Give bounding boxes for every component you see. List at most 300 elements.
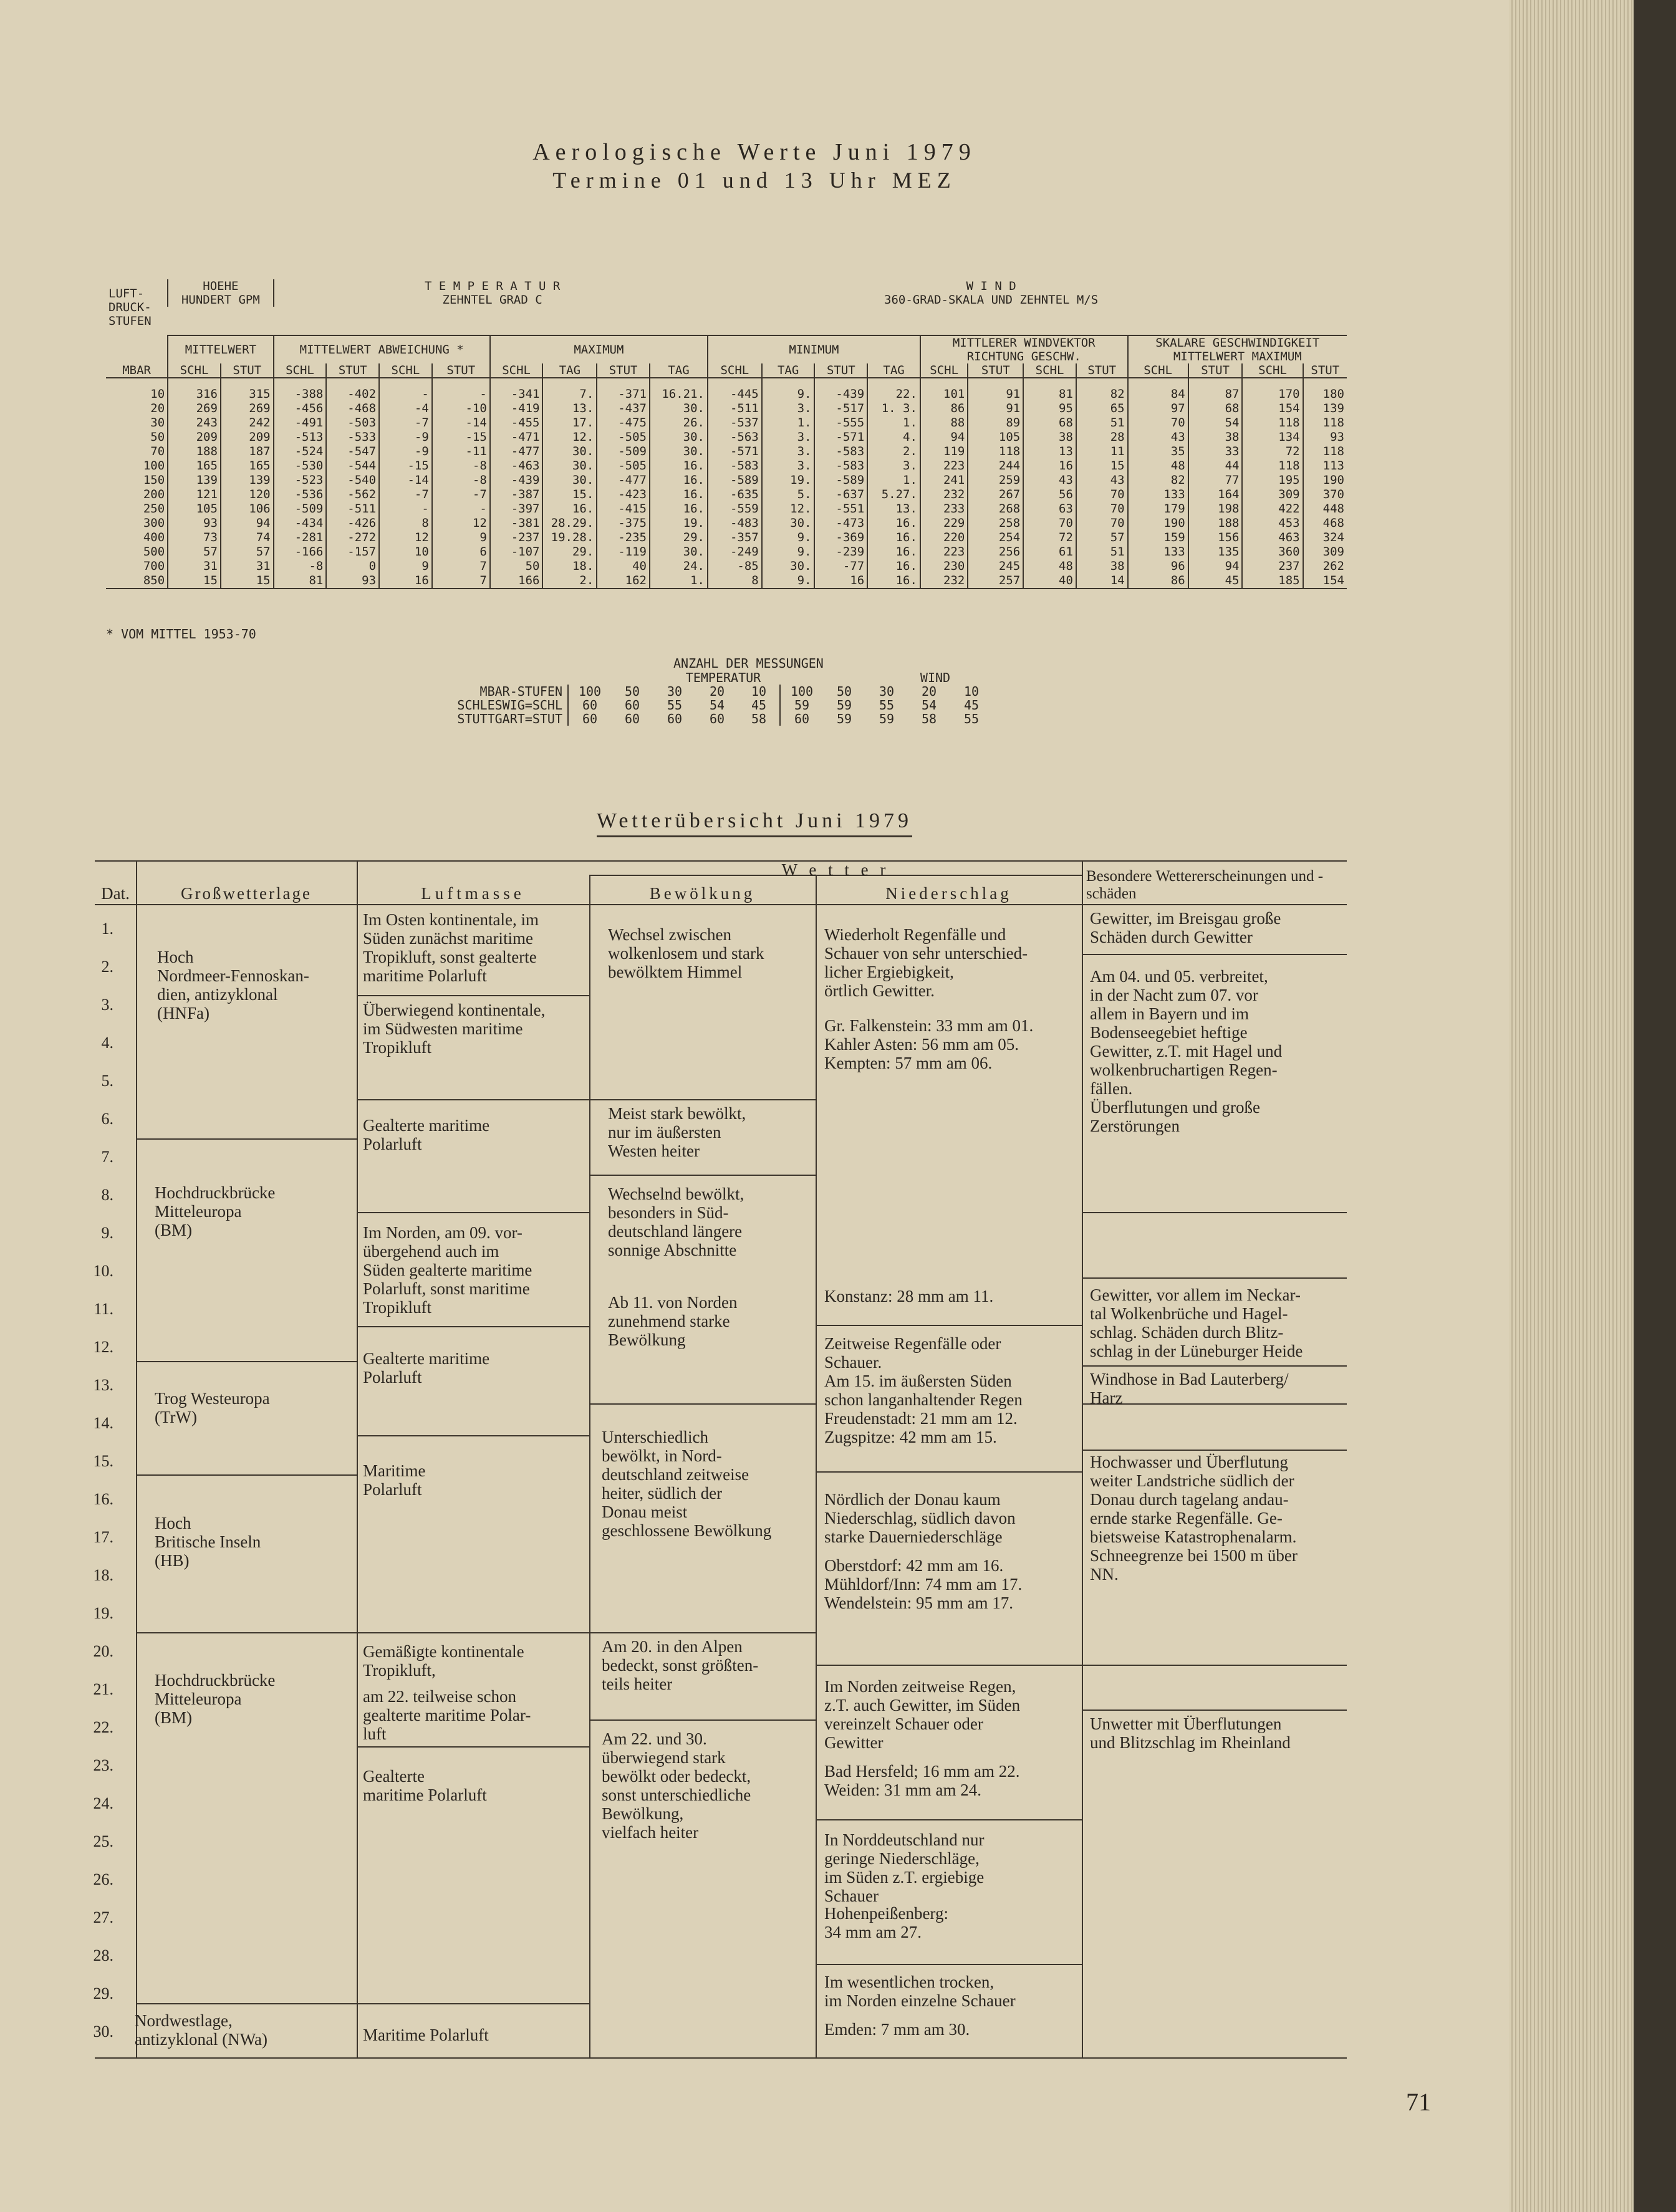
table-cell: 209 [221, 430, 274, 445]
table-cell: -537 [708, 416, 762, 430]
anzahl-cell: 59 [879, 711, 895, 726]
anzahl-cell: 54 [921, 698, 937, 713]
day-label: 8. [101, 1186, 113, 1204]
table-cell: 50 [490, 559, 543, 574]
table-cell: -483 [708, 516, 762, 531]
table-cell: 87 [1188, 378, 1243, 402]
table-cell: 33 [1188, 445, 1243, 459]
table-cell: 119 [920, 445, 968, 459]
subheader-tag: TAG [542, 363, 597, 378]
table-cell: -357 [708, 531, 762, 545]
bes-4: Windhose in Bad Lauterberg/ Harz [1090, 1370, 1289, 1407]
table-cell: 19. [762, 473, 815, 488]
table-cell: 154 [1242, 402, 1303, 416]
table-cell: -419 [490, 402, 543, 416]
table-cell: 133 [1128, 545, 1188, 559]
table-cell: 16.21. [650, 378, 708, 402]
table-cell: 256 [968, 545, 1023, 559]
gross-3: Trog Westeuropa (TrW) [155, 1389, 270, 1426]
day-label: 22. [93, 1718, 113, 1736]
anzahl-cell: 60 [582, 698, 598, 713]
col-grosswetterlage: Großwetterlage [181, 884, 312, 903]
table-cell: 96 [1128, 559, 1188, 574]
table-cell: 200 [143, 488, 165, 501]
anzahl-wind-label: WIND [920, 670, 951, 685]
subheader-schl: SCHL [708, 363, 762, 378]
col-bewoelkung: Bewölkung [649, 884, 756, 903]
table-cell: 850 [106, 574, 168, 589]
table-cell: 88 [920, 416, 968, 430]
table-cell: 9. [762, 574, 815, 589]
table-cell: -547 [326, 445, 379, 459]
table-cell: 16. [542, 502, 597, 516]
table-cell: -7 [432, 488, 490, 502]
table-cell: 94 [920, 430, 968, 445]
table-cell: 120 [221, 488, 274, 502]
page-edges [1509, 0, 1634, 2212]
anzahl-schl-label: SCHLESWIG=SCHL [424, 698, 569, 712]
table-cell: 258 [968, 516, 1023, 531]
table-cell: 91 [968, 402, 1023, 416]
table-cell: 57 [168, 545, 221, 559]
table-cell: 38 [1188, 430, 1243, 445]
anzahl-cell: 100 [578, 684, 602, 699]
nied-10: Hohenpeißenberg: 34 mm am 27. [824, 1904, 948, 1941]
table-cell: 4. [867, 430, 920, 445]
table-cell: 241 [920, 473, 968, 488]
table-cell: -533 [326, 430, 379, 445]
table-cell: -583 [708, 459, 762, 473]
subheader-tag: TAG [867, 363, 920, 378]
table-cell: -563 [708, 430, 762, 445]
luft-9: Gealterte maritime Polarluft [363, 1767, 487, 1804]
aerological-table [106, 279, 1347, 589]
table-cell: -166 [274, 545, 327, 559]
table-cell: 159 [1128, 531, 1188, 545]
table-cell: -477 [597, 473, 650, 488]
day-label: 30. [93, 2022, 113, 2041]
table-cell: 135 [1188, 545, 1243, 559]
table-cell: 7 [432, 574, 490, 589]
table-cell: -119 [597, 545, 650, 559]
table-cell: 13. [542, 402, 597, 416]
subheader-schl: SCHL [1242, 363, 1303, 378]
header-minimum: MINIMUM [708, 335, 920, 363]
table-cell: 16. [867, 559, 920, 574]
table-cell: 86 [920, 402, 968, 416]
table-cell: 232 [920, 488, 968, 502]
table-cell: 16. [867, 516, 920, 531]
table-cell: 3. [762, 430, 815, 445]
bes-1: Gewitter, im Breisgau große Schäden durch Gewitter [1090, 909, 1281, 946]
table-cell: 48 [1128, 459, 1188, 473]
col-besondere: Besondere Wettererscheinungen und -schäden [1086, 868, 1324, 902]
table-cell: 86 [1128, 574, 1188, 589]
col-luftmasse: Luftmasse [421, 884, 525, 903]
anzahl-cell: 60 [582, 711, 598, 726]
table-row [106, 559, 1347, 574]
table-cell: 70 [1076, 516, 1128, 531]
table-cell: 1. [867, 416, 920, 430]
subheader-stut: STUT [1303, 363, 1347, 378]
table-cell: 170 [1242, 378, 1303, 402]
anzahl-cell: 58 [921, 711, 937, 726]
anzahl-cell: 50 [836, 684, 852, 699]
table-cell: 187 [221, 445, 274, 459]
bew-6: Am 20. in den Alpen bedeckt, sonst größten- teils heiter [602, 1637, 759, 1693]
subheader-schl: SCHL [920, 363, 968, 378]
luft-8: am 22. teilweise schon gealterte maritime Polar- luft [363, 1687, 531, 1743]
table-cell: 233 [920, 502, 968, 516]
table-cell: 245 [968, 559, 1023, 574]
table-row [106, 402, 1347, 416]
day-label: 25. [93, 1832, 113, 1850]
table-cell: 30. [542, 445, 597, 459]
table-cell: 44 [1188, 459, 1243, 473]
bes-3: Gewitter, vor allem im Neckar- tal Wolkenbrüche und Hagel- schlag. Schäden durch Blitz- schlag in der Lüneburger Heide [1090, 1286, 1303, 1360]
anzahl-cell: 55 [879, 698, 895, 713]
table-cell: -511 [326, 502, 379, 516]
table-cell: 190 [1128, 516, 1188, 531]
table-cell: -14 [432, 416, 490, 430]
table-row [106, 378, 1347, 402]
table-cell: 166 [490, 574, 543, 589]
anzahl-cell: 20 [709, 684, 725, 699]
table-cell: 453 [1242, 516, 1303, 531]
table-cell: 13. [867, 502, 920, 516]
table-cell: -551 [814, 502, 867, 516]
day-label: 26. [93, 1870, 113, 1888]
day-label: 2. [101, 958, 113, 976]
table-cell: 16. [650, 502, 708, 516]
table-cell: 150 [143, 473, 165, 487]
subheader-stut: STUT [814, 363, 867, 378]
table-cell: 31 [168, 559, 221, 574]
table-cell: 12. [762, 502, 815, 516]
anzahl-cell: 10 [738, 685, 781, 698]
day-label: 7. [101, 1148, 113, 1166]
anzahl-cell: 60 [624, 711, 640, 726]
table-cell: 156 [1188, 531, 1243, 545]
table-cell: 68 [1188, 402, 1243, 416]
col-niederschlag: Niederschlag [885, 884, 1012, 903]
table-cell: -477 [490, 445, 543, 459]
table-cell: 51 [1076, 545, 1128, 559]
page-number: 71 [1406, 2088, 1431, 2116]
table-cell: -7 [379, 488, 432, 502]
table-cell: 1. 3. [867, 402, 920, 416]
table-cell: 324 [1303, 531, 1347, 545]
table-cell: -468 [326, 402, 379, 416]
table-cell: 38 [1076, 559, 1128, 574]
anzahl-cell: 100 [790, 684, 814, 699]
nied-6: Oberstdorf: 42 mm am 16. Mühldorf/Inn: 74 mm am 17. Wendelstein: 95 mm am 17. [824, 1556, 1023, 1612]
day-label: 5. [101, 1072, 113, 1090]
table-cell: -9 [379, 430, 432, 445]
table-cell: 35 [1128, 445, 1188, 459]
table-cell: 118 [1303, 445, 1347, 459]
luft-1: Im Osten kontinentale, im Süden zunächst maritime Tropikluft, sonst gealterte maritime Polarluft [363, 910, 539, 985]
table-cell: -544 [326, 459, 379, 473]
table-cell: 81 [274, 574, 327, 589]
table-cell: -341 [490, 378, 543, 402]
bes-2: Am 04. und 05. verbreitet, in der Nacht zum 07. vor allem in Bayern und im Bodenseegebiet heftige Gewitter, z.T. mit Hagel und wolkenbruchartigen Regen- fällen. Überflutungen und große Zerstörungen [1090, 967, 1283, 1135]
table-cell: 165 [221, 459, 274, 473]
anzahl-cell: 30 [667, 684, 683, 699]
table-cell: 9 [432, 531, 490, 545]
day-label: 3. [101, 996, 113, 1014]
table-cell: -589 [814, 473, 867, 488]
nied-4: Zeitweise Regenfälle oder Schauer. Am 15. im äußersten Süden schon langanhaltender Regen Freudenstadt: 21 mm am 12. Zugspitze: 42 mm am 15. [824, 1334, 1023, 1446]
table-cell: 70 [1023, 516, 1076, 531]
table-cell: 309 [1303, 545, 1347, 559]
table-cell: 91 [968, 378, 1023, 402]
table-cell: 13 [1023, 445, 1076, 459]
table-cell: 257 [968, 574, 1023, 589]
table-cell: 40 [597, 559, 650, 574]
table-cell: 77 [1188, 473, 1243, 488]
col-wetter: W e t t e r [781, 860, 890, 879]
table-cell: -423 [597, 488, 650, 502]
table-cell: 223 [920, 459, 968, 473]
nied-5: Nördlich der Donau kaum Niederschlag, südlich davon starke Dauerniederschläge [824, 1490, 1016, 1546]
table-cell: 16. [650, 459, 708, 473]
table-cell: -14 [379, 473, 432, 488]
day-label: 1. [101, 920, 113, 938]
table-cell: 19. [650, 516, 708, 531]
anzahl-title: ANZAHL DER MESSUNGEN [673, 656, 824, 671]
day-label: 21. [93, 1680, 113, 1698]
table-cell: 243 [168, 416, 221, 430]
table-cell: -10 [432, 402, 490, 416]
luft-10: Maritime Polarluft [363, 2026, 489, 2044]
table-cell: 30. [762, 559, 815, 574]
table-cell: 250 [143, 502, 165, 516]
bew-1: Wechsel zwischen wolkenlosem und stark bewölktem Himmel [608, 925, 764, 981]
table-cell: 188 [1188, 516, 1243, 531]
table-cell: 70 [1076, 502, 1128, 516]
table-cell: 268 [968, 502, 1023, 516]
table-cell: 262 [1303, 559, 1347, 574]
table-cell: 400 [143, 531, 165, 544]
header-temperatur-wind: T E M P E R A T U R W I N D ZEHNTEL GRAD C 360-GRAD-SKALA UND ZEHNTEL M/S [274, 279, 1347, 307]
subheader-schl: SCHL [379, 363, 432, 378]
day-label: 16. [93, 1490, 113, 1508]
table-cell: 3. [867, 459, 920, 473]
table-cell: 10 [379, 545, 432, 559]
table-cell: 26. [650, 416, 708, 430]
table-cell: - [379, 502, 432, 516]
day-label: 14. [93, 1414, 113, 1432]
table-cell: -426 [326, 516, 379, 531]
table-cell: 101 [920, 378, 968, 402]
table-cell: 15 [168, 574, 221, 589]
table-cell: 30. [542, 473, 597, 488]
table-cell: 48 [1023, 559, 1076, 574]
table-cell: 16. [867, 545, 920, 559]
anzahl-cell: 45 [963, 698, 980, 713]
bes-5: Hochwasser und Überflutung weiter Landstriche südlich der Donau durch tagelang andau- ernde starke Regenfälle. Ge- bietsweise Katastrophenalarm. Schneegrenze bei 1500 m über NN. [1090, 1453, 1298, 1584]
table-cell: 57 [221, 545, 274, 559]
header-skalar: SKALARE GESCHWINDIGKEIT MITTELWERT MAXIMUM [1128, 335, 1347, 363]
subheader-stut: STUT [432, 363, 490, 378]
subheader-stut: STUT [221, 363, 274, 378]
nied-8: Bad Hersfeld; 16 mm am 22. Weiden: 31 mm am 24. [824, 1762, 1020, 1799]
table-cell: 30. [762, 516, 815, 531]
table-cell: -511 [708, 402, 762, 416]
table-cell: -439 [814, 378, 867, 402]
day-label: 19. [93, 1604, 113, 1622]
table-cell: -513 [274, 430, 327, 445]
table-cell: 190 [1303, 473, 1347, 488]
table-cell: 223 [920, 545, 968, 559]
table-cell: 16. [867, 574, 920, 589]
table-cell: 300 [143, 516, 165, 530]
table-cell: 164 [1188, 488, 1243, 502]
table-cell: 9 [379, 559, 432, 574]
table-cell: 230 [920, 559, 968, 574]
table-cell: 254 [968, 531, 1023, 545]
day-label: 6. [101, 1110, 113, 1128]
table-cell: 18. [542, 559, 597, 574]
table-cell: 82 [1128, 473, 1188, 488]
anzahl-messungen [424, 656, 1041, 726]
day-label: 28. [93, 1946, 113, 1964]
table-cell: 220 [920, 531, 968, 545]
table-cell: 121 [168, 488, 221, 502]
table-cell: 185 [1242, 574, 1303, 589]
table-cell: 2. [867, 445, 920, 459]
table-cell: 316 [168, 378, 221, 402]
col-dat: Dat. [101, 884, 130, 903]
table-cell: 3. [762, 445, 815, 459]
table-row [106, 445, 1347, 459]
table-cell: 133 [1128, 488, 1188, 502]
bew-4: Ab 11. von Norden zunehmend starke Bewölkung [608, 1293, 738, 1349]
luft-2: Überwiegend kontinentale, im Südwesten maritime Tropikluft [363, 1001, 546, 1057]
header-maximum: MAXIMUM [490, 335, 708, 363]
gross-1: Hoch Nordmeer-Fennoskan- dien, antizyklonal (HNFa) [157, 948, 309, 1022]
table-cell: -463 [490, 459, 543, 473]
table-cell: 3. [762, 402, 815, 416]
table-cell: 16. [650, 488, 708, 502]
table-cell: 1. [867, 473, 920, 488]
day-label: 11. [94, 1300, 113, 1318]
day-label: 15. [93, 1452, 113, 1470]
gross-4: Hoch Britische Inseln (HB) [155, 1514, 261, 1570]
table-cell: -571 [708, 445, 762, 459]
table-cell: 84 [1128, 378, 1188, 402]
luft-3: Gealterte maritime Polarluft [363, 1116, 490, 1153]
table-cell: -559 [708, 502, 762, 516]
nied-11: Im wesentlichen trocken, im Norden einzelne Schauer [824, 1973, 1016, 2010]
anzahl-cell: 10 [963, 684, 980, 699]
bes-6: Unwetter mit Überflutungen und Blitzschlag im Rheinland [1090, 1714, 1291, 1752]
table-cell: 30 [150, 416, 165, 430]
anzahl-mbar-label: MBAR-STUFEN [424, 685, 569, 698]
table-cell: 463 [1242, 531, 1303, 545]
table-row [106, 531, 1347, 545]
table-cell: 29. [650, 531, 708, 545]
table-cell: -249 [708, 545, 762, 559]
header-hoehe: HOEHE HUNDERT GPM [168, 279, 273, 307]
table-cell: 89 [968, 416, 1023, 430]
table-cell: -536 [274, 488, 327, 502]
table-cell: 7 [432, 559, 490, 574]
table-cell: 14 [1076, 574, 1128, 589]
day-label: 12. [93, 1338, 113, 1356]
anzahl-cell: 60 [709, 711, 725, 726]
nied-1: Wiederholt Regenfälle und Schauer von sehr unterschied- licher Ergiebigkeit, örtlich Gewitter. [824, 925, 1028, 1000]
table-cell: 188 [168, 445, 221, 459]
table-cell: 113 [1303, 459, 1347, 473]
table-cell: -455 [490, 416, 543, 430]
bew-3: Wechselnd bewölkt, besonders in Süd- deutschland längere sonnige Abschnitte [608, 1185, 744, 1259]
table-cell: 162 [597, 574, 650, 589]
title-wetteruebersicht: Wetterübersicht Juni 1979 [0, 809, 1509, 837]
header-mw-abweichung: MITTELWERT ABWEICHUNG * [274, 335, 490, 363]
table-cell: -381 [490, 516, 543, 531]
subheader-stut: STUT [1188, 363, 1243, 378]
table-cell: -505 [597, 459, 650, 473]
subheader-tag: TAG [762, 363, 815, 378]
footnote-mittel: * VOM MITTEL 1953-70 [106, 627, 256, 642]
table-cell: -77 [814, 559, 867, 574]
table-cell: 105 [168, 502, 221, 516]
book-spine [1634, 0, 1676, 2212]
table-cell: 30. [650, 445, 708, 459]
table-cell: 45 [1188, 574, 1243, 589]
nied-3: Konstanz: 28 mm am 11. [824, 1287, 994, 1306]
table-cell: -524 [274, 445, 327, 459]
table-cell: 70 [150, 445, 165, 458]
table-cell: -555 [814, 416, 867, 430]
table-cell: 118 [1242, 416, 1303, 430]
table-cell: 237 [1242, 559, 1303, 574]
table-cell: -509 [597, 445, 650, 459]
table-cell: 259 [968, 473, 1023, 488]
table-cell: -397 [490, 502, 543, 516]
table-cell: 448 [1303, 502, 1347, 516]
table-row [106, 473, 1347, 488]
title-aerologische: Aerologische Werte Juni 1979 [532, 139, 976, 165]
table-cell: -437 [597, 402, 650, 416]
table-cell: - [432, 502, 490, 516]
table-cell: 29. [542, 545, 597, 559]
bew-5: Unterschiedlich bewölkt, in Nord- deutschland zeitweise heiter, südlich der Donau meist geschlossene Bewölkung [602, 1428, 772, 1540]
table-cell: 309 [1242, 488, 1303, 502]
table-cell: 43 [1076, 473, 1128, 488]
day-label: 4. [101, 1034, 113, 1052]
table-cell: -369 [814, 531, 867, 545]
table-cell: 16. [867, 531, 920, 545]
table-cell: -540 [326, 473, 379, 488]
table-cell: -589 [708, 473, 762, 488]
table-cell: -445 [708, 378, 762, 402]
subheader-schl: SCHL [168, 363, 221, 378]
gross-5: Hochdruckbrücke Mitteleuropa (BM) [155, 1671, 276, 1727]
table-cell: 93 [1303, 430, 1347, 445]
gross-6: Nordwestlage, antizyklonal (NWa) [135, 2011, 267, 2049]
anzahl-cell: 59 [794, 698, 810, 713]
table-cell: - [379, 378, 432, 402]
table-cell: 165 [168, 459, 221, 473]
table-cell: -402 [326, 378, 379, 402]
table-cell: 56 [1023, 488, 1076, 502]
table-cell: -635 [708, 488, 762, 502]
subheader-schl: SCHL [274, 363, 327, 378]
anzahl-cell: 60 [624, 698, 640, 713]
